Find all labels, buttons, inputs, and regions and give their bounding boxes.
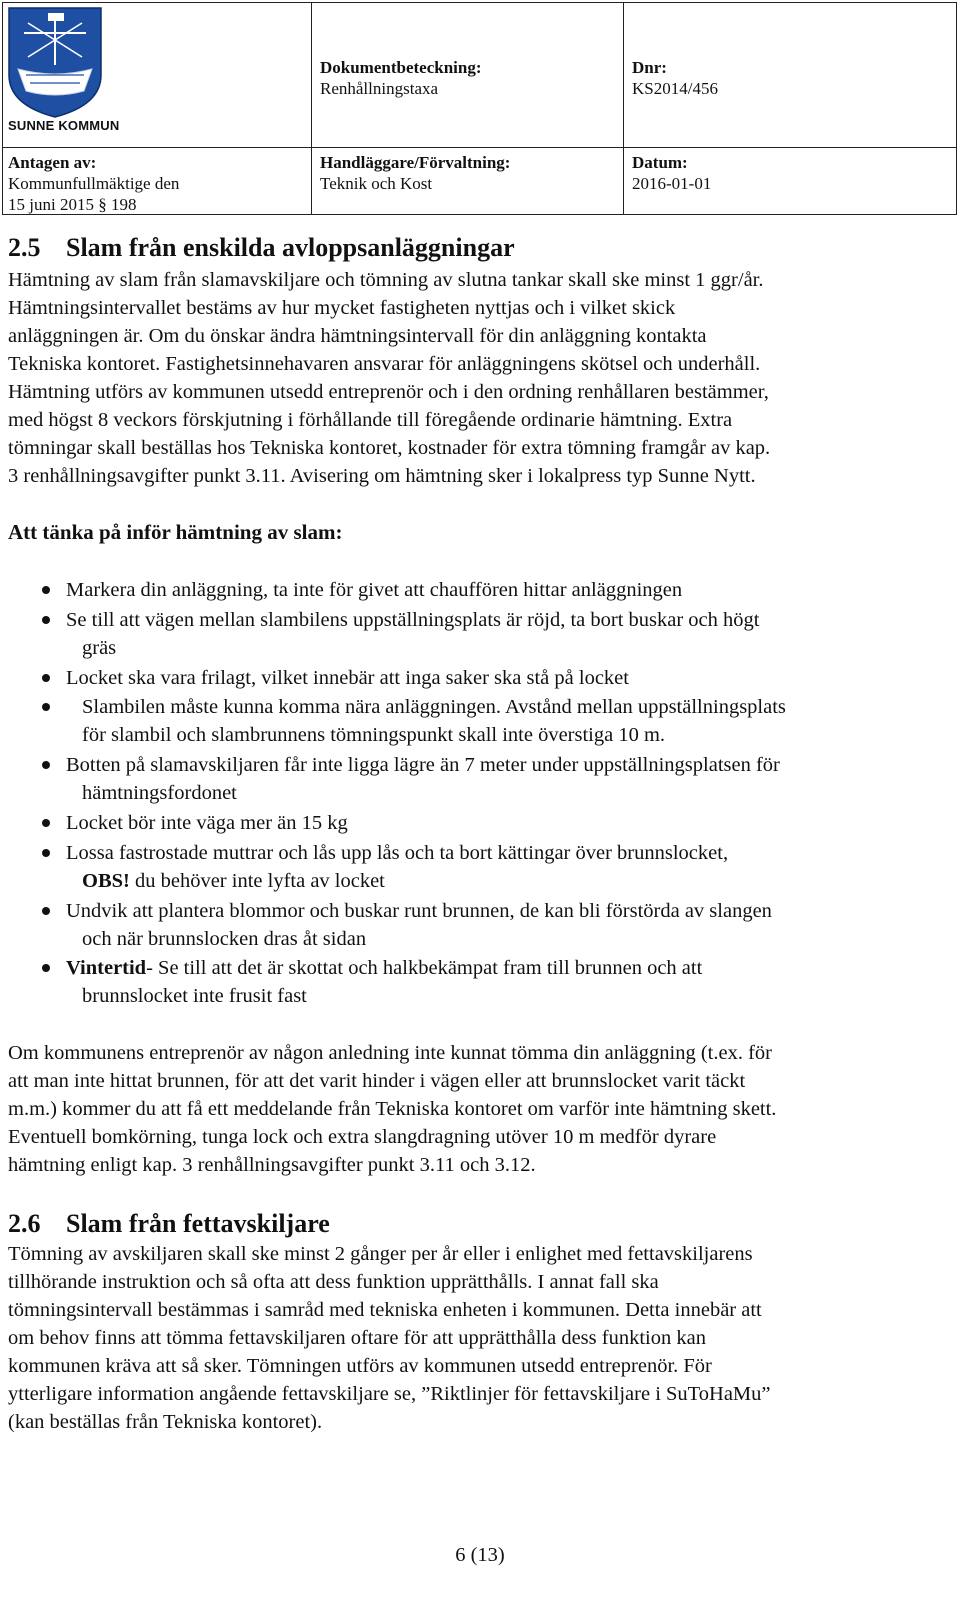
- list-item-text: och när brunnslocken dras åt sidan: [82, 927, 367, 950]
- date-value: 2016-01-01: [632, 174, 712, 193]
- checklist-subheading: Att tänka på inför hämtning av slam:: [8, 520, 343, 544]
- list-item: [0, 954, 950, 1010]
- list-item: [0, 606, 950, 662]
- paragraph-line: med högst 8 veckors förskjutning i förhållande till föregående ordinarie hämtning. Extra: [8, 409, 733, 431]
- list-item-text: Locket bör inte väga mer än 15 kg: [66, 811, 348, 834]
- list-item-text: Locket ska vara frilagt, vilket innebär att inga saker ska stå på locket: [66, 666, 629, 689]
- section-2-5-closing-paragraph: [8, 1039, 953, 1179]
- dnr-label: Dnr:: [632, 58, 667, 77]
- section-number: 2.5: [8, 233, 41, 262]
- handler-value: Teknik och Kost: [320, 174, 433, 193]
- list-item-text: brunnslocket inte frusit fast: [82, 985, 307, 1008]
- paragraph-line: Eventuell bomkörning, tunga lock och extra slangdragning utöver 10 m medför dyrare: [8, 1126, 717, 1148]
- handler-label: Handläggare/Förvaltning:: [320, 153, 511, 172]
- list-item-text: hämtningsfordonet: [82, 782, 237, 805]
- section-2-5-paragraph: [8, 266, 953, 490]
- paragraph-line: ytterligare information angående fettavskiljare se, ”Riktlinjer för fettavskiljare i SuToHaMu”: [8, 1383, 771, 1405]
- obs-emphasis: OBS!: [82, 869, 130, 892]
- bullet-icon: [42, 819, 50, 827]
- section-2-5-heading: [8, 233, 515, 263]
- paragraph-line: tillhörande instruktion och så ofta att dess funktion upprätthålls. I annat fall ska: [8, 1271, 659, 1293]
- paragraph-line: Om kommunens entreprenör av någon anledning inte kunnat tömma din anläggning (t.ex. för: [8, 1042, 773, 1064]
- header-divider: [3, 147, 956, 148]
- list-item: [0, 897, 950, 953]
- bullet-icon: [42, 964, 50, 972]
- bullet-icon: [42, 761, 50, 769]
- list-item-line: [66, 954, 950, 982]
- paragraph-line: tömningsintervall bestämmas i samråd med tekniska enheten i kommunen. Detta innebär att: [8, 1299, 762, 1321]
- list-item-text: Undvik att plantera blommor och buskar runt brunnen, de kan bli förstörda av slangen: [66, 899, 772, 922]
- list-item: [0, 693, 950, 749]
- paragraph-line: (kan beställas från Tekniska kontoret).: [8, 1411, 323, 1433]
- bullet-icon: [42, 907, 50, 915]
- header-divider: [623, 3, 624, 214]
- paragraph-line: m.m.) kommer du att få ett meddelande från Tekniska kontoret om varför inte hämtning skett.: [8, 1098, 777, 1120]
- dnr-cell: [632, 57, 718, 99]
- doc-designation-cell: [320, 57, 482, 99]
- list-item-text: Botten på slamavskiljaren får inte ligga lägre än 7 meter under uppställningsplatsen för: [66, 754, 780, 777]
- paragraph-line: 3 renhållningsavgifter punkt 3.11. Avisering om hämtning sker i lokalpress typ Sunne Nytt.: [8, 465, 756, 487]
- doc-designation-value: Renhållningstaxa: [320, 79, 439, 98]
- bullet-icon: [42, 703, 50, 711]
- header-divider: [311, 3, 312, 214]
- section-2-6-paragraph: [8, 1240, 953, 1436]
- list-item: [0, 751, 950, 807]
- list-item-text: gräs: [82, 636, 117, 659]
- list-item-text: Se till att vägen mellan slambilens uppställningsplats är röjd, ta bort buskar och högt: [66, 608, 760, 631]
- date-cell: [632, 152, 711, 194]
- section-number: 2.6: [8, 1209, 41, 1238]
- doc-designation-label: Dokumentbeteckning:: [320, 58, 482, 77]
- paragraph-line: Tekniska kontoret. Fastighetsinnehavaren ansvarar för anläggningens skötsel och underhåll.: [8, 353, 761, 375]
- bullet-icon: [42, 586, 50, 594]
- paragraph-line: anläggningen är. Om du önskar ändra hämtningsintervall för din anläggning kontakta: [8, 325, 707, 347]
- paragraph-line: Hämtningsintervallet bestäms av hur mycket fastigheten nyttjas och i vilket skick: [8, 297, 676, 319]
- handler-cell: [320, 152, 510, 194]
- section-2-6-heading: [8, 1209, 330, 1239]
- paragraph-line: Tömning av avskiljaren skall ske minst 2 gånger per år eller i enlighet med fettavskiljarens: [8, 1243, 753, 1265]
- adopted-by-label: Antagen av:: [8, 153, 97, 172]
- adopted-by-cell: [8, 152, 179, 215]
- list-item: [0, 576, 950, 604]
- list-item-text: Lossa fastrostade muttrar och lås upp lås och ta bort kättingar över brunnslocket,: [66, 841, 729, 864]
- paragraph-line: om behov finns att tömma fettavskiljaren oftare för att upprätthålla dess funktion kan: [8, 1327, 706, 1349]
- section-title: Slam från enskilda avloppsanläggningar: [66, 233, 515, 262]
- list-item-text: för slambil och slambrunnens tömningspunkt skall inte överstiga 10 m.: [82, 724, 666, 747]
- paragraph-line: kommunen kräva att så sker. Tömningen utförs av kommunen utsedd entreprenör. För: [8, 1355, 712, 1377]
- list-item: [0, 664, 950, 692]
- logo-wordmark: SUNNE KOMMUN: [8, 118, 120, 133]
- list-item-text: Slambilen måste kunna komma nära anläggningen. Avstånd mellan uppställningsplats: [82, 696, 786, 719]
- list-item-text: Markera din anläggning, ta inte för givet att chauffören hittar anläggningen: [66, 579, 683, 601]
- page-number: 6 (13): [455, 1544, 505, 1566]
- document-header-table: [2, 2, 957, 215]
- paragraph-line: hämtning enligt kap. 3 renhållningsavgifter punkt 3.11 och 3.12.: [8, 1154, 536, 1176]
- checklist: [0, 576, 950, 1012]
- wintertime-emphasis: Vintertid: [66, 957, 147, 980]
- paragraph-line: Hämtning av slam från slamavskiljare och tömning av slutna tankar skall ske minst 1 ggr/år.: [8, 269, 764, 291]
- list-item-text: - Se till att det är skottat och halkbekämpat fram till brunnen och att: [146, 957, 703, 980]
- adopted-by-line1: Kommunfullmäktige den: [8, 174, 180, 193]
- list-item: [0, 839, 950, 895]
- date-label: Datum:: [632, 153, 688, 172]
- list-item: [0, 809, 950, 837]
- dnr-value: KS2014/456: [632, 79, 718, 98]
- section-title: Slam från fettavskiljare: [66, 1209, 330, 1238]
- bullet-icon: [42, 849, 50, 857]
- paragraph-line: att man inte hittat brunnen, för att det varit hinder i vägen eller att brunnslocket varit täckt: [8, 1070, 746, 1092]
- paragraph-line: Hämtning utförs av kommunen utsedd entreprenör och i den ordning renhållaren bestämmer,: [8, 381, 769, 403]
- bullet-icon: [42, 616, 50, 624]
- list-item-line: [66, 867, 950, 895]
- adopted-by-line2: 15 juni 2015 § 198: [8, 195, 137, 214]
- paragraph-line: tömningar skall beställas hos Tekniska kontoret, kostnader för extra tömning framgår av kap.: [8, 437, 771, 459]
- list-item-text: du behöver inte lyfta av locket: [134, 869, 385, 892]
- bullet-icon: [42, 674, 50, 682]
